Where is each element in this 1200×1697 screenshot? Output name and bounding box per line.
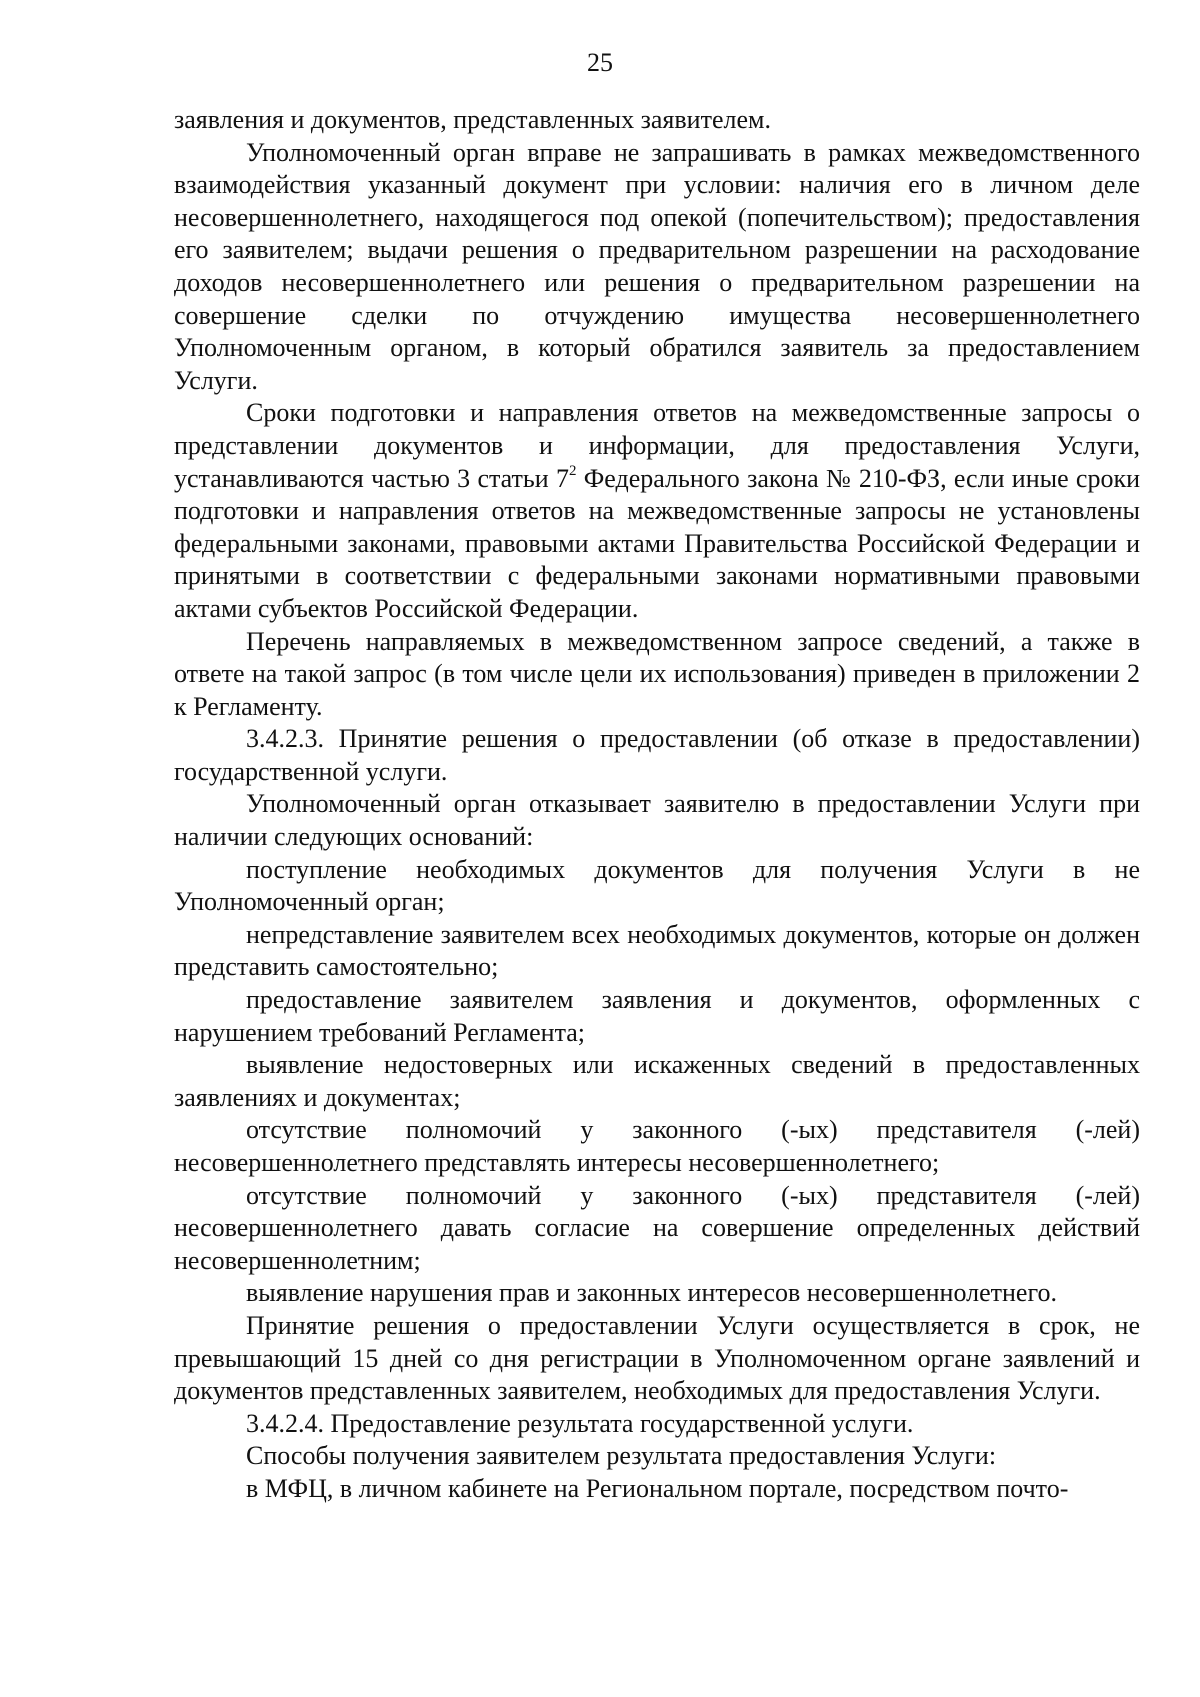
superscript-2: 2 — [568, 462, 577, 479]
section-heading-3-4-2-4: 3.4.2.4. Предоставление результата государственной услуги. — [246, 1408, 914, 1438]
refusal-reason-7: выявление нарушения прав и законных интересов несовершеннолетнего. — [246, 1278, 1057, 1308]
refusal-reason-1: поступление необходимых документов для получения Услуги в не Уполномоченный орган; — [174, 854, 1140, 917]
paragraph-1: заявления и документов, представленных заявителем. — [174, 105, 771, 134]
paragraph-2: Уполномоченный орган вправе не запрашивать в рамках межведомственного взаимодействия указанный документ при условии: наличия его в личном деле несовершеннолетнего, находящегося под опекой (попечительством); предоставления его заявителем; выдачи решения о предварительном разрешении на расходование доходов несовершеннолетнего или решения о предварительном разрешении на совершение сделки по отчуждению имущества несовершеннолетнего Уполномоченным органом, в который обратился заявитель за предоставлением Услуги. — [174, 137, 1140, 395]
paragraph-4: Перечень направляемых в межведомственном запросе сведений, а также в ответе на такой запрос (в том числе цели их использования) приведен в приложении 2 к Регламенту. — [174, 626, 1140, 721]
paragraph-16: Способы получения заявителем результата предоставления Услуги: — [246, 1441, 997, 1471]
paragraph-6: Уполномоченный орган отказывает заявителю в предоставлении Услуги при наличии следующих оснований: — [174, 789, 1140, 852]
paragraph-3-part-2: Федерального закона № 210-ФЗ, если иные сроки подготовки и направления ответов на межведомственные запросы не установлены федеральными законами, правовыми актами Правительства Российской Федерации и принятыми в соответствии с федеральными законами нормативными правовыми актами субъектов Российской Федерации. — [174, 463, 1140, 623]
refusal-reason-2: непредставление заявителем всех необходимых документов, которые он должен представить самостоятельно; — [174, 919, 1140, 982]
section-heading-3-4-2-3: 3.4.2.3. Принятие решения о предоставлении (об отказе в предоставлении) государственной услуги. — [174, 724, 1140, 786]
refusal-reason-6: отсутствие полномочий у законного (-ых) представителя (-лей) несовершеннолетнего давать согласие на совершение определенных действий несовершеннолетним; — [174, 1180, 1140, 1275]
paragraph-3 — [174, 397, 1140, 625]
refusal-reason-5: отсутствие полномочий у законного (-ых) представителя (-лей) несовершеннолетнего представлять интересы несовершеннолетнего; — [174, 1115, 1140, 1177]
refusal-reason-3: предоставление заявителем заявления и документов, оформленных с нарушением требований Регламента; — [174, 985, 1140, 1047]
cut-off-line: в МФЦ, в личном кабинете на Региональном портале, посредством почто- — [246, 1473, 1069, 1503]
paragraph-3-part-1: Сроки подготовки и направления ответов на межведомственные запросы о представлении документов и информации, для предоставления Услуги, устанавливаются частью 3 статьи 7 — [174, 398, 1140, 493]
page-number: 25 — [587, 48, 613, 77]
document-body — [174, 104, 1140, 1503]
refusal-reason-4: выявление недостоверных или искаженных сведений в предоставленных заявлениях и документах; — [174, 1050, 1140, 1112]
paragraph-14: Принятие решения о предоставлении Услуги осуществляется в срок, не превышающий 15 дней со дня регистрации в Уполномоченном органе заявлений и документов представленных заявителем, необходимых для предоставления Услуги. — [174, 1310, 1140, 1406]
